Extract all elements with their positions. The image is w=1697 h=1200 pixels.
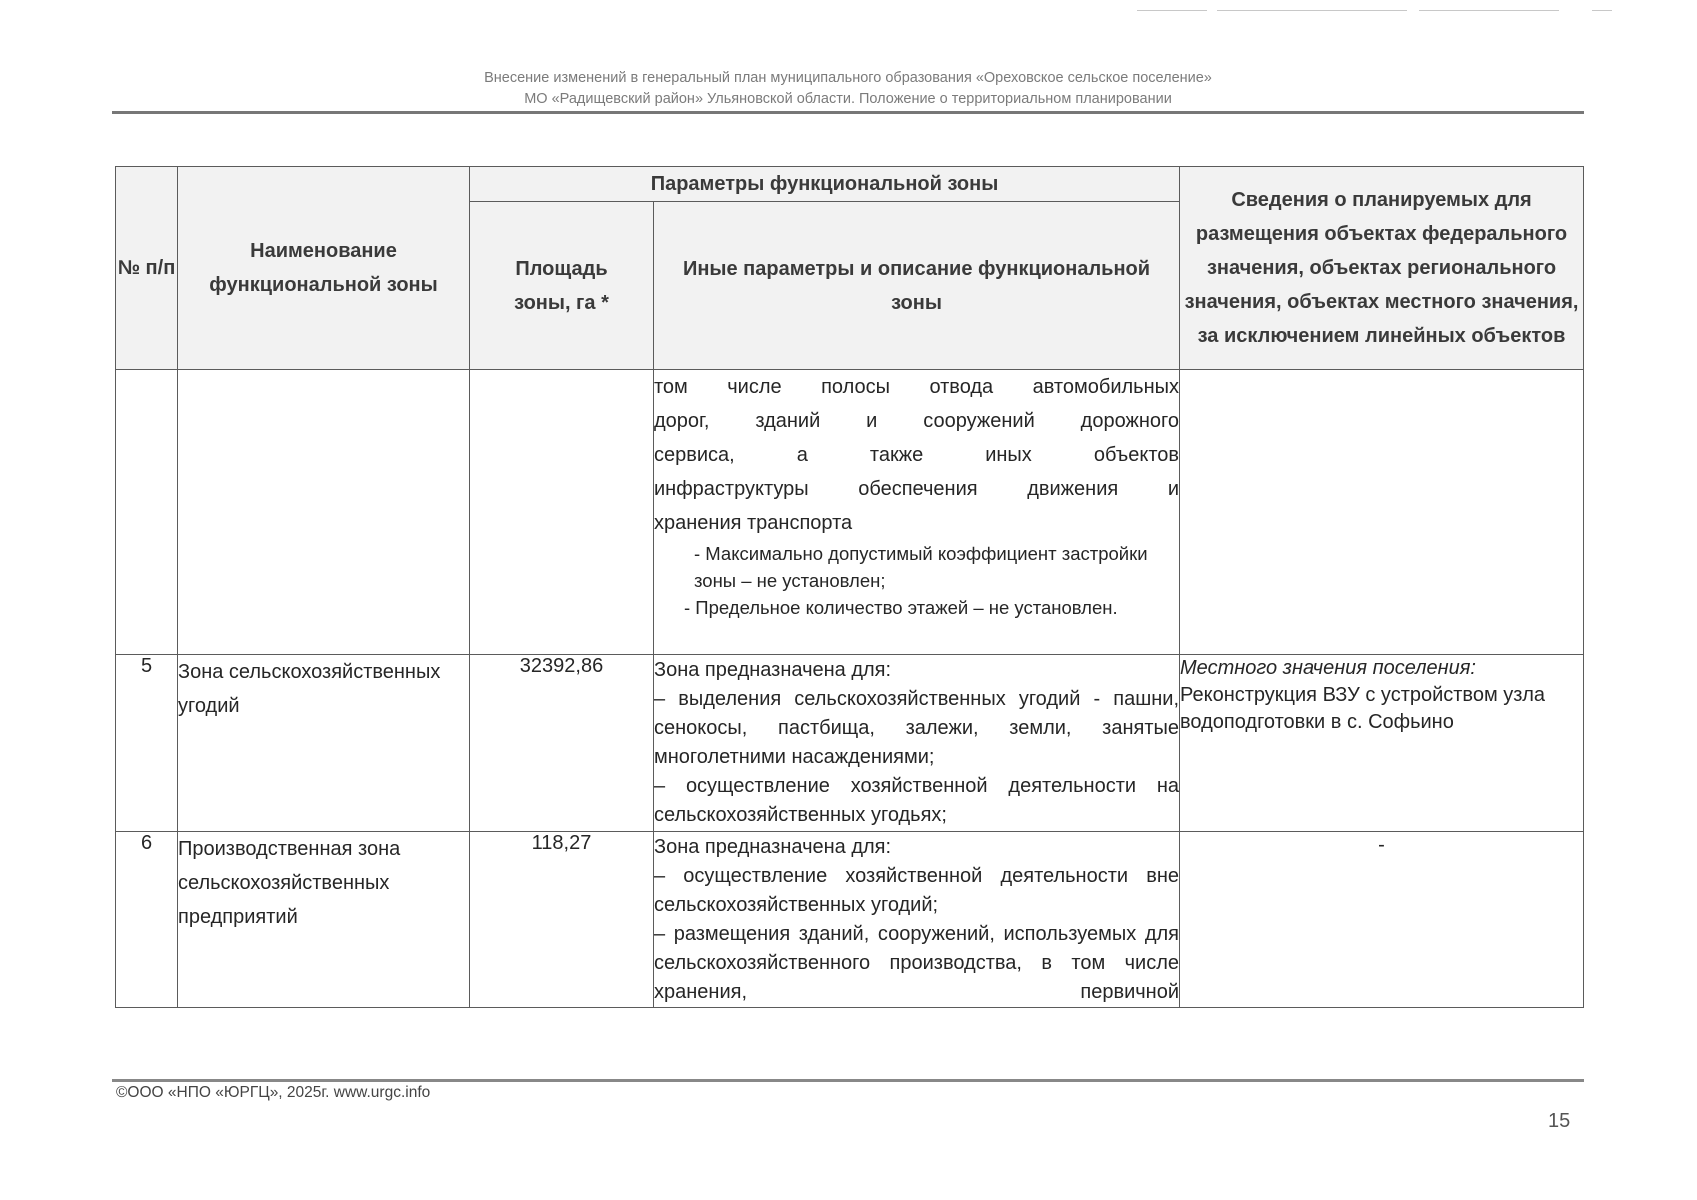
header-num: № п/п — [116, 167, 178, 370]
description-line: сервиса, а также иных объектов — [654, 444, 1180, 466]
header-zone-name: Наименование функциональной зоны — [178, 167, 470, 370]
row-number: 5 — [116, 655, 178, 832]
description-line: том числе полосы отвода автомобильных — [654, 376, 1180, 398]
planned-objects — [1180, 655, 1584, 832]
table-row-continuation — [116, 370, 1584, 655]
zone-purpose-intro: Зона предназначена для: — [654, 836, 892, 858]
table-row — [116, 832, 1584, 1008]
header-line-1: Внесение изменений в генеральный план муниципального образования «Ореховское сельское поселение» — [484, 70, 1212, 86]
max-floors-text: - Предельное количество этажей – не установлен. — [684, 597, 1118, 618]
table-row — [116, 655, 1584, 832]
max-coefficient-param — [654, 540, 1179, 594]
cell-num — [116, 370, 178, 655]
planned-objects-text: - — [1378, 834, 1385, 856]
planned-objects-text: Реконструкция ВЗУ с устройством узла водоподготовки в с. Софьино — [1180, 684, 1545, 733]
description-line: хранения транспорта — [654, 512, 853, 534]
max-coefficient-text: - Максимально допустимый коэффициент застройки зоны – не установлен; — [694, 543, 1148, 591]
cell-description — [654, 370, 1180, 655]
zone-purpose-item: – осуществление хозяйственной деятельности вне сельскохозяйственных угодий; — [654, 865, 1180, 916]
zone-purpose-item: – осуществление хозяйственной деятельности на сельскохозяйственных угодьях; — [654, 775, 1180, 826]
zone-description — [654, 655, 1180, 832]
zone-area: 118,27 — [470, 832, 654, 1008]
footer-rule — [112, 1079, 1584, 1082]
zone-purpose-item: – выделения сельскохозяйственных угодий - пашни, сенокосы, пастбища, залежи, земли, занятые многолетними насаждениями; — [654, 688, 1180, 768]
header-line-2: МО «Радищевский район» Ульяновской области. Положение о территориальном планировании — [524, 91, 1172, 107]
zone-area: 32392,86 — [470, 655, 654, 832]
zone-name: Зона сельскохозяйственных угодий — [178, 655, 470, 832]
description-line: инфраструктуры обеспечения движения и — [654, 478, 1180, 500]
cell-name — [178, 370, 470, 655]
page-header — [113, 68, 1583, 110]
functional-zones-table — [115, 166, 1584, 1008]
header-rule — [112, 111, 1584, 114]
zone-purpose-item: – размещения зданий, сооружений, используемых для сельскохозяйственного производства, в том числе хранения, первичной — [654, 923, 1180, 1003]
cell-info — [1180, 370, 1584, 655]
footer-copyright: ©ООО «НПО «ЮРГЦ», 2025г. www.urgc.info — [116, 1084, 431, 1101]
header-planned-objects: Сведения о планируемых для размещения объектах федерального значения, объектах регионального значения, объектах местного значения, за исключением линейных объектов — [1180, 167, 1584, 370]
scan-artifact-marks — [1137, 10, 1637, 12]
planned-objects-title: Местного значения поселения: — [1180, 657, 1476, 679]
header-other-parameters: Иные параметры и описание функциональной зоны — [654, 202, 1180, 370]
zone-description — [654, 832, 1180, 1008]
header-zone-parameters: Параметры функциональной зоны — [470, 167, 1180, 202]
header-zone-area: Площадь зоны, га * — [470, 202, 654, 370]
zone-purpose-intro: Зона предназначена для: — [654, 659, 892, 681]
cell-area — [470, 370, 654, 655]
planned-objects — [1180, 832, 1584, 1008]
max-floors-param — [654, 594, 1179, 621]
page-number: 15 — [1548, 1110, 1571, 1132]
description-line: дорог, зданий и сооружений дорожного — [654, 410, 1180, 432]
row-number: 6 — [116, 832, 178, 1008]
zone-name: Производственная зона сельскохозяйственных предприятий — [178, 832, 470, 1008]
